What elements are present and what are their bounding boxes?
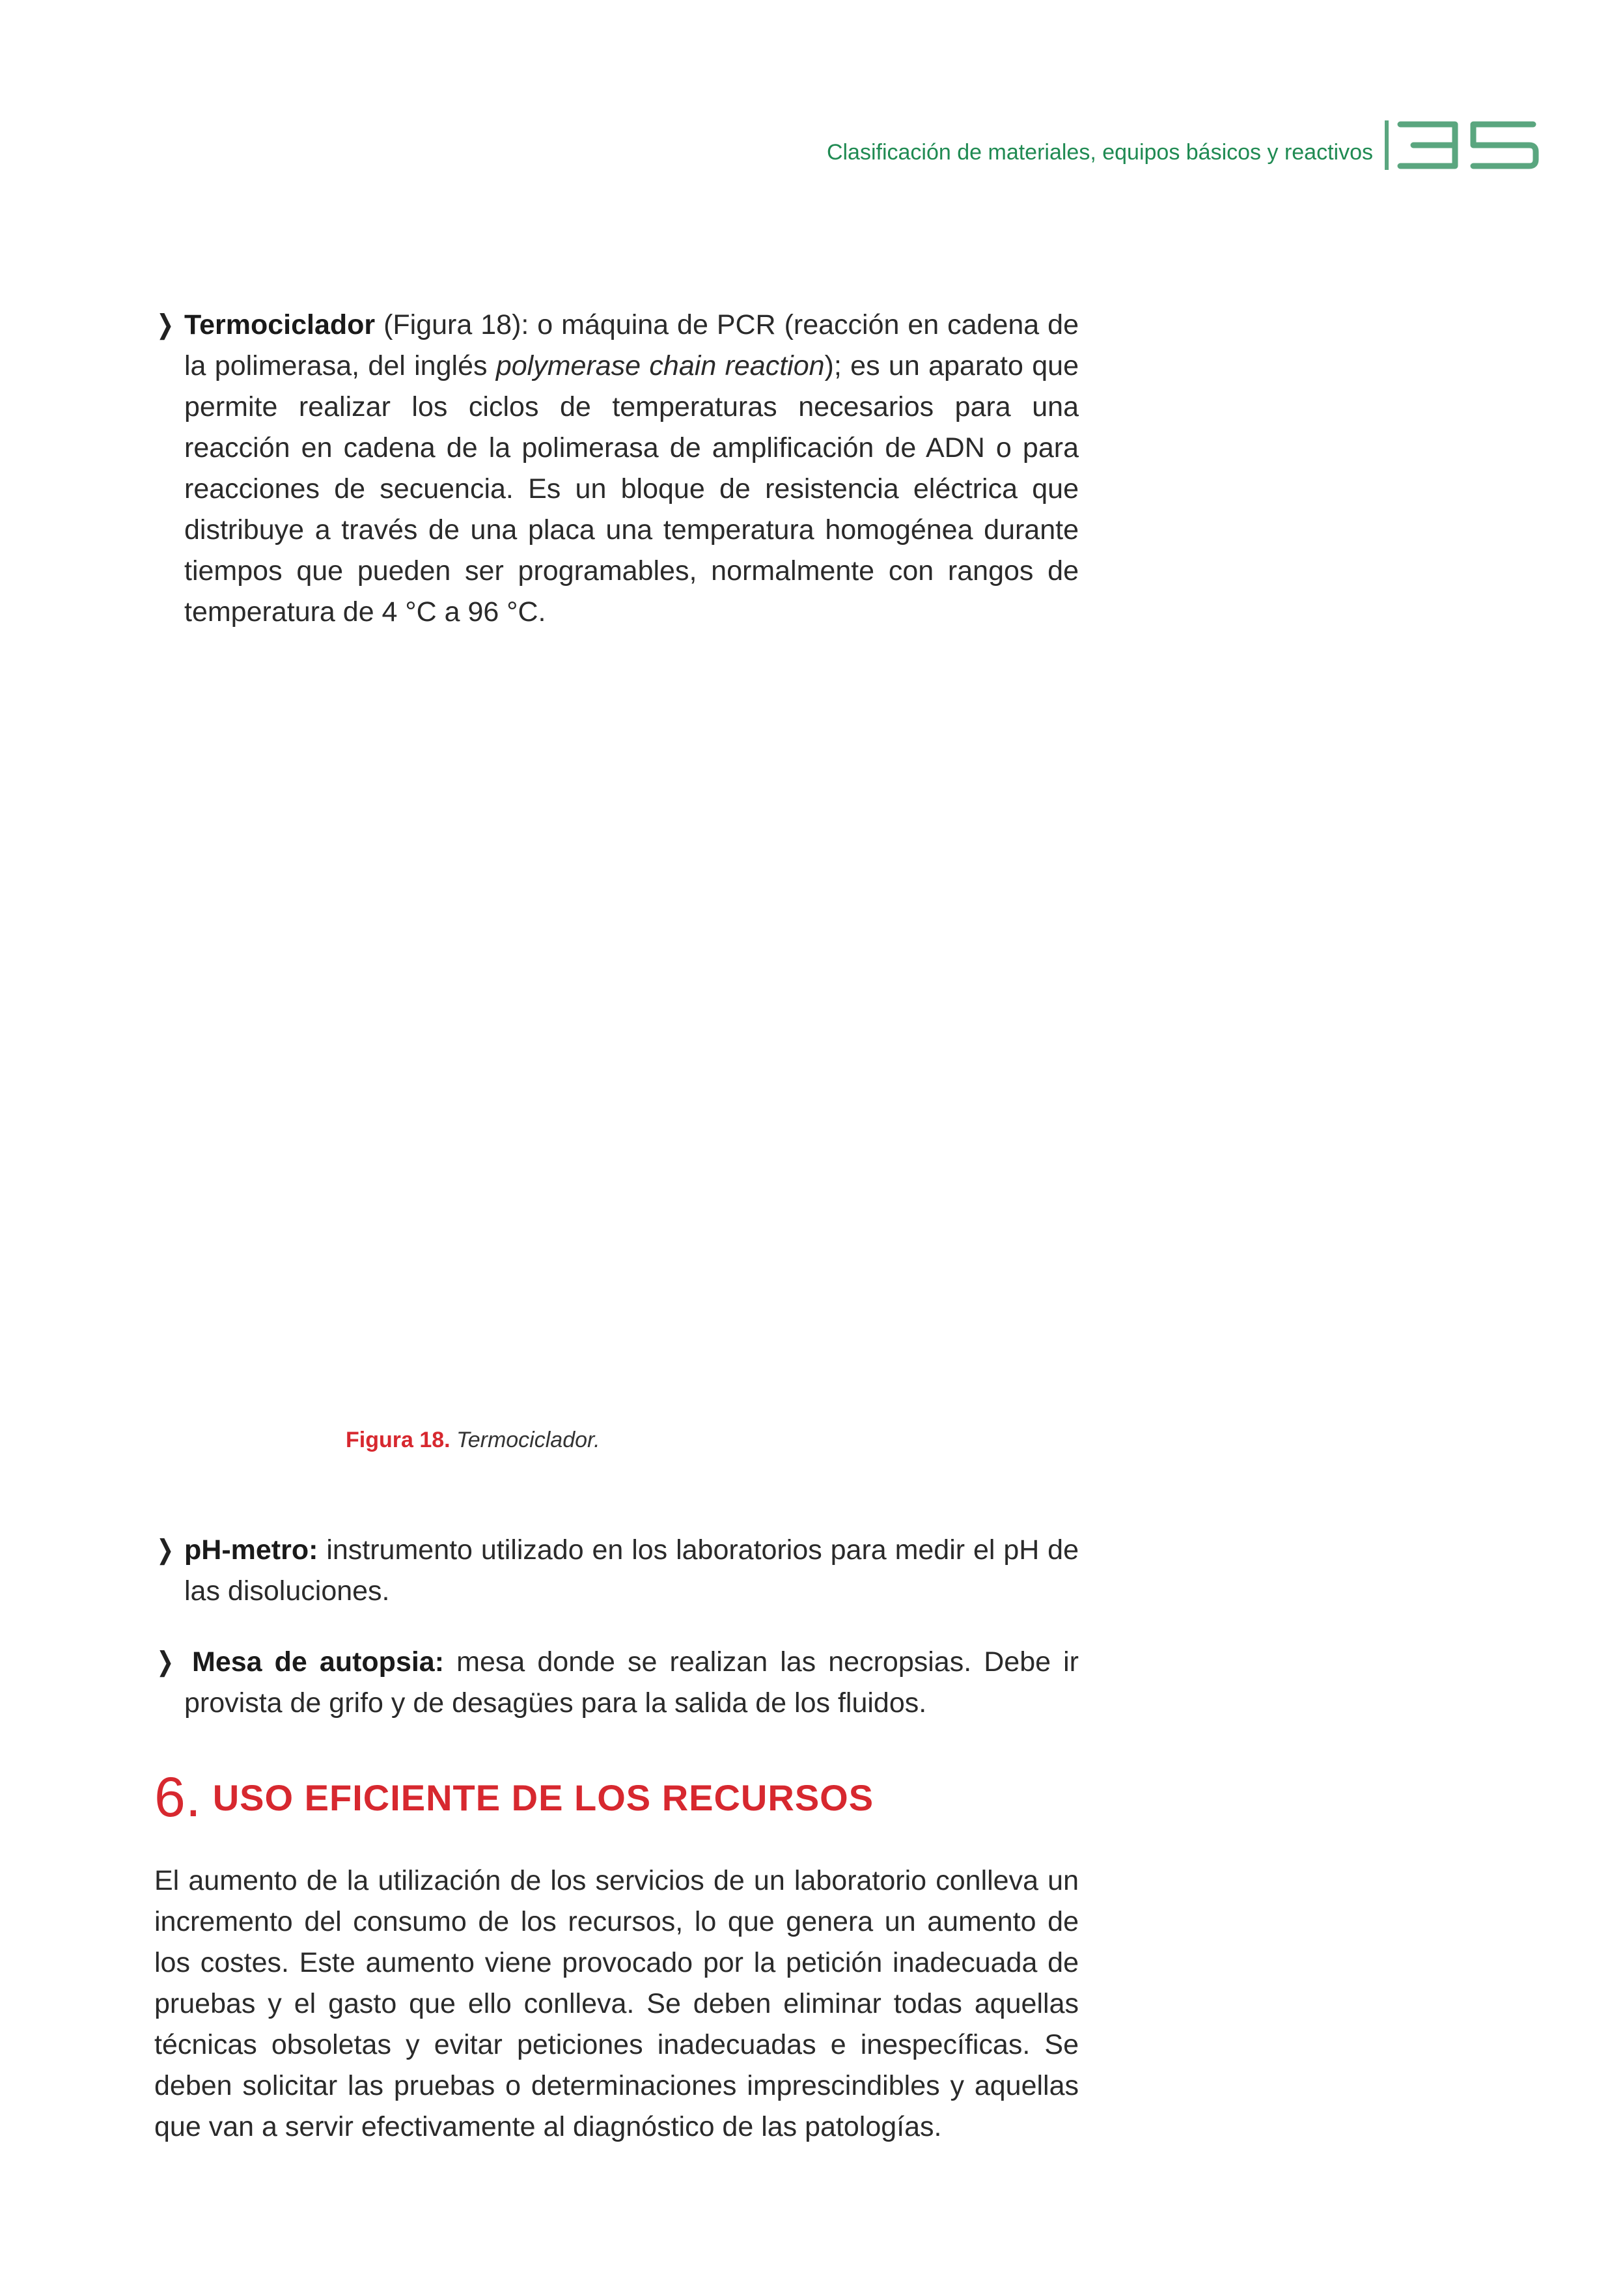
section-title: USO EFICIENTE DE LOS RECURSOS: [212, 1777, 874, 1818]
term-ph-metro: pH-metro:: [184, 1534, 318, 1566]
bullet-marker-icon: ❭: [154, 1536, 176, 1564]
bullet-marker-icon: ❭: [154, 1648, 176, 1676]
termociclador-text-1: (Figura 18): o máquina de PCR (reacción en cadena de la polimerasa, del inglés: [184, 309, 1079, 381]
page-number: [1382, 118, 1542, 173]
mesa-autopsia-text: mesa donde se realizan las necropsias. Debe ir provista de grifo y de desagües para la salida de los fluidos.: [184, 1646, 1079, 1719]
termociclador-italic: polymerase chain reaction: [495, 350, 825, 381]
page-header: [827, 109, 1542, 181]
figure-caption: [346, 1428, 600, 1453]
section-number: 6.: [154, 1766, 201, 1829]
running-head: Clasificación de materiales, equipos básicos y reactivos: [826, 139, 1373, 165]
figure-label: Figura 18.: [346, 1428, 451, 1452]
section-body: El aumento de la utilización de los servicios de un laboratorio conlleva un incremento del consumo de los recursos, lo que genera un aumento de los costes. Este aumento viene provocado por la petición inadecuada de pruebas y el gasto que ello conlleva. Se deben eliminar todas aquellas técnicas obsoletas y evitar peticiones inadecuadas e inespecíficas. Se deben solicitar las pruebas o determinaciones imprescindibles y aquellas que van a servir efectivamente al diagnóstico de las patologías.: [154, 1865, 1079, 2142]
bullet-termociclador: [154, 305, 1079, 633]
page-number-graphic: [1382, 118, 1542, 173]
figure-caption-text: Termociclador.: [456, 1428, 600, 1452]
ph-metro-text: instrumento utilizado en los laboratorios para medir el pH de las disoluciones.: [184, 1534, 1079, 1607]
term-mesa-autopsia: Mesa de autopsia:: [192, 1646, 445, 1678]
bullet-marker-icon: ❭: [154, 311, 176, 339]
termociclador-text-2: ); es un aparato que permite realizar los ciclos de temperaturas necesarios para una reacción en cadena de la polimerasa de amplificación de ADN o para reacciones de secuencia. Es un bloque de resistencia eléctrica que distribuye a través de una placa una temperatura homogénea durante tiempos que pueden ser programables, normalmente con rangos de temperatura de 4 °C a 96 °C.: [184, 350, 1079, 628]
term-termociclador: Termociclador: [184, 309, 376, 340]
bullet-mesa-autopsia: [154, 1642, 1079, 1724]
bullet-ph-metro: [154, 1530, 1079, 1612]
section-heading: [154, 1766, 874, 1829]
